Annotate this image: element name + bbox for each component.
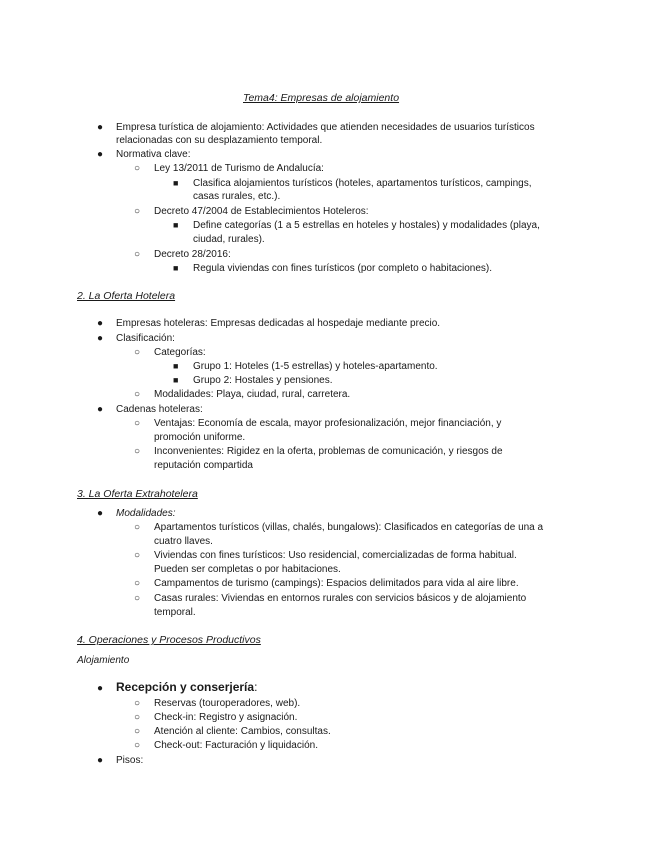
bullet-circle-icon: ○ [134,740,141,751]
grupo-2: Grupo 2: Hostales y pensiones. [193,375,333,386]
bullet-square-icon: ■ [173,375,179,385]
bullet-square-icon: ■ [173,178,179,188]
bullet-circle-icon: ○ [134,698,141,709]
reservas: Reservas (touroperadores, web). [154,698,301,709]
bullet-circle-icon: ○ [134,712,141,723]
casas-rurales: Casas rurales: Viviendas en entornos rurales con servicios básicos y de alojamiento [154,593,527,604]
bullet-circle-icon: ○ [134,163,141,174]
intro-definition: Empresa turística de alojamiento: Actividades que atienden necesidades de usuarios turísticos [116,122,535,133]
decreto-47-2004-detail-cont: ciudad, rurales). [193,234,265,245]
ley-13-2011: Ley 13/2011 de Turismo de Andalucía: [154,163,324,174]
bullet-square-icon: ■ [173,263,179,273]
bullet-disc-icon: ● [97,149,104,160]
bullet-circle-icon: ○ [134,347,141,358]
ventajas: Ventajas: Economía de escala, mayor profesionalización, mejor financiación, y [154,418,502,429]
subheading-alojamiento: Alojamiento [77,655,130,666]
bullet-circle-icon: ○ [134,206,141,217]
bullet-disc-icon: ● [97,508,104,519]
bullet-circle-icon: ○ [134,578,141,589]
page-title: Tema4: Empresas de alojamiento [243,92,400,104]
bullet-disc-icon: ● [97,683,104,694]
inconvenientes-cont: reputación compartida [154,460,253,471]
section-heading-operaciones: 4. Operaciones y Procesos Productivos [77,634,261,646]
bullet-circle-icon: ○ [134,726,141,737]
bullet-square-icon: ■ [173,361,179,371]
bullet-disc-icon: ● [97,318,104,329]
bullet-circle-icon: ○ [134,593,141,604]
ley-13-2011-detail-cont: casas rurales, etc.). [193,191,281,202]
decreto-28-2016-detail: Regula viviendas con fines turísticos (por completo o habitaciones). [193,263,493,274]
check-out: Check-out: Facturación y liquidación. [154,740,318,751]
recepcion-conserjeria-label: Recepción y conserjería [116,680,255,694]
intro-definition-cont: relacionadas con su desplazamiento temporal. [116,135,323,146]
decreto-28-2016: Decreto 28/2016: [154,249,231,260]
intro-normativa: Normativa clave: [116,149,191,160]
ventajas-cont: promoción uniforme. [154,432,246,443]
bullet-square-icon: ■ [173,220,179,230]
bullet-disc-icon: ● [97,404,104,415]
bullet-circle-icon: ○ [134,446,141,457]
bullet-circle-icon: ○ [134,389,141,400]
recepcion-colon: : [254,680,258,694]
recepcion-conserjeria [116,680,257,695]
bullet-circle-icon: ○ [134,249,141,260]
decreto-47-2004: Decreto 47/2004 de Establecimientos Hoteleros: [154,206,369,217]
apartamentos-turisticos-cont: cuatro llaves. [154,536,213,547]
inconvenientes: Inconvenientes: Rigidez en la oferta, problemas de comunicación, y riesgos de [154,446,503,457]
bullet-circle-icon: ○ [134,418,141,429]
decreto-47-2004-detail: Define categorías (1 a 5 estrellas en hoteles y hostales) y modalidades (playa, [193,220,540,231]
campamentos-turismo: Campamentos de turismo (campings): Espacios delimitados para vida al aire libre. [154,578,519,589]
casas-rurales-cont: temporal. [154,607,196,618]
grupo-1: Grupo 1: Hoteles (1-5 estrellas) y hoteles-apartamento. [193,361,438,372]
viviendas-fines-turisticos: Viviendas con fines turísticos: Uso residencial, comercializadas de forma habitual. [154,550,517,561]
cadenas-hoteleras: Cadenas hoteleras: [116,404,203,415]
ley-13-2011-detail: Clasifica alojamientos turísticos (hoteles, apartamentos turísticos, campings, [193,178,532,189]
bullet-circle-icon: ○ [134,522,141,533]
modalidades-hoteleras: Modalidades: Playa, ciudad, rural, carretera. [154,389,351,400]
categorias: Categorías: [154,347,206,358]
section-heading-oferta-hotelera: 2. La Oferta Hotelera [77,290,176,302]
section-heading-oferta-extrahotelera: 3. La Oferta Extrahotelera [77,488,198,500]
pisos: Pisos: [116,755,144,766]
viviendas-fines-turisticos-cont: Pueden ser completas o por habitaciones. [154,564,341,575]
clasificacion: Clasificación: [116,333,175,344]
bullet-disc-icon: ● [97,333,104,344]
atencion-cliente: Atención al cliente: Cambios, consultas. [154,726,331,737]
apartamentos-turisticos: Apartamentos turísticos (villas, chalés, bungalows): Clasificados en categorías de una a [154,522,544,533]
empresas-hoteleras: Empresas hoteleras: Empresas dedicadas al hospedaje mediante precio. [116,318,441,329]
bullet-disc-icon: ● [97,755,104,766]
bullet-disc-icon: ● [97,122,104,133]
check-in: Check-in: Registro y asignación. [154,712,298,723]
modalidades-extrahoteleras: Modalidades: [116,508,176,519]
bullet-circle-icon: ○ [134,550,141,561]
